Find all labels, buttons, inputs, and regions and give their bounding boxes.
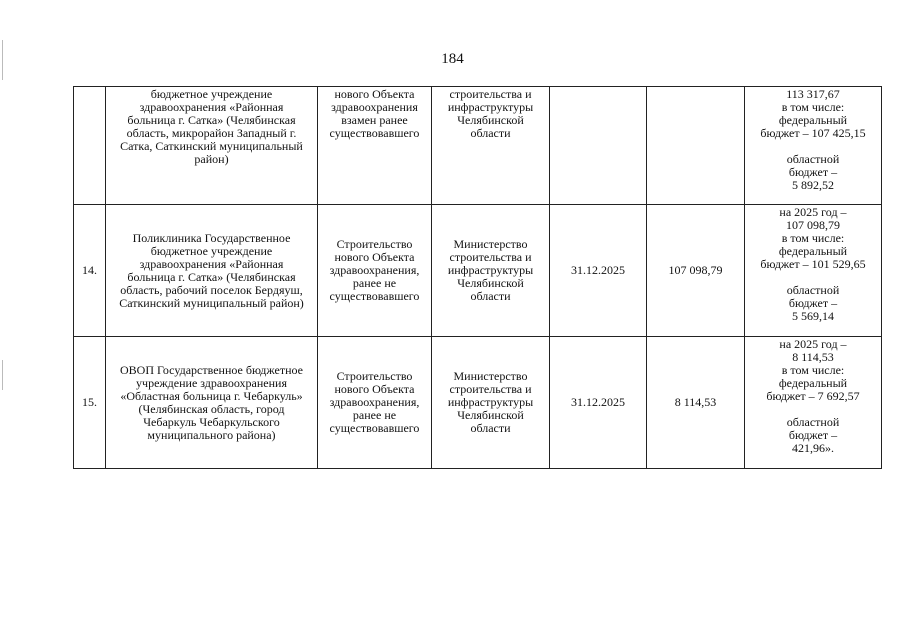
financing-line: федеральный <box>778 113 848 127</box>
object-line: больница г. Сатка» (Челябинская <box>127 269 296 284</box>
row-number: 14. <box>74 205 106 337</box>
amount-cell: 107 098,79 <box>647 205 745 337</box>
work-type-cell <box>318 87 432 205</box>
table-row <box>74 87 882 205</box>
object-line: учреждение здравоохранения <box>136 375 287 390</box>
customer-line: строительства и <box>449 382 532 396</box>
object-line: муниципального района) <box>147 427 276 442</box>
work-line: Строительство <box>336 237 413 251</box>
object-line: больница г. Сатка» (Челябинская <box>127 113 296 127</box>
financing-line: 5 569,14 <box>792 309 834 323</box>
object-line: здравоохранения «Районная <box>139 100 284 114</box>
customer-line: инфраструктуры <box>447 100 534 114</box>
deadline-cell <box>550 87 647 205</box>
customer-line: Челябинской <box>457 408 524 422</box>
object-line: «Областная больница г. Чебаркуль» <box>120 388 303 403</box>
customer-line: Челябинской <box>457 113 524 127</box>
financing-line: бюджет – <box>788 428 838 442</box>
financing-line: областной <box>786 152 840 166</box>
work-line: здравоохранения <box>331 100 418 114</box>
table-row <box>74 337 882 469</box>
object-line: Сатка, Саткинский муниципальный <box>120 139 303 153</box>
customer-line: области <box>470 421 511 435</box>
work-type-cell <box>318 337 432 469</box>
financing-line: в том числе: <box>781 363 845 377</box>
object-line: (Челябинская область, город <box>138 401 285 416</box>
work-line: здравоохранения, <box>329 395 420 409</box>
work-line: взамен ранее <box>341 113 408 127</box>
financing-cell <box>745 87 882 205</box>
financing-line: 107 098,79 <box>786 218 840 232</box>
object-line: бюджетное учреждение <box>150 243 273 258</box>
customer-line: инфраструктуры <box>447 263 534 277</box>
object-name-cell <box>106 205 318 337</box>
customer-line: области <box>470 289 511 303</box>
row-number <box>74 87 106 205</box>
object-line: район) <box>194 152 229 166</box>
financing-line: федеральный <box>778 244 848 258</box>
object-line: ОВОП Государственное бюджетное <box>120 362 303 377</box>
financing-line: в том числе: <box>781 100 845 114</box>
work-line: нового Объекта <box>334 87 415 101</box>
work-line: нового Объекта <box>334 382 415 396</box>
object-line: Поликлиника Государственное <box>132 230 291 245</box>
deadline-cell: 31.12.2025 <box>550 205 647 337</box>
work-line: ранее не <box>352 408 397 422</box>
amount-cell: 8 114,53 <box>647 337 745 469</box>
financing-line: областной <box>786 283 840 297</box>
object-line: область, рабочий поселок Бердяуш, <box>120 282 303 297</box>
financing-line: бюджет – 107 425,15 <box>760 126 866 140</box>
work-line: Строительство <box>336 369 413 383</box>
financing-cell <box>745 337 882 469</box>
financing-line: федеральный <box>778 376 848 390</box>
work-line: нового Объекта <box>334 250 415 264</box>
object-line: здравоохранения «Районная <box>139 256 284 271</box>
row-number: 15. <box>74 337 106 469</box>
financing-line: 113 317,67 <box>786 87 840 101</box>
financing-line: бюджет – 101 529,65 <box>760 257 866 271</box>
funding-table <box>73 86 882 469</box>
object-line: Саткинский муниципальный район) <box>119 295 304 310</box>
customer-line: инфраструктуры <box>447 395 534 409</box>
work-line: существовавшего <box>329 126 420 140</box>
work-line: ранее не <box>352 276 397 290</box>
financing-line: бюджет – 7 692,57 <box>766 389 860 403</box>
page-number: 184 <box>441 51 464 67</box>
financing-line: 421,96». <box>792 441 834 455</box>
customer-line: области <box>470 126 511 140</box>
scan-edge-mark <box>2 360 3 390</box>
work-type-cell <box>318 205 432 337</box>
customer-cell <box>432 205 550 337</box>
customer-cell <box>432 87 550 205</box>
customer-line: строительства и <box>449 250 532 264</box>
customer-line: строительства и <box>449 87 532 101</box>
work-line: существовавшего <box>329 289 420 303</box>
object-name-cell <box>106 337 318 469</box>
financing-line: 5 892,52 <box>792 178 834 192</box>
customer-line: Министерство <box>453 237 528 251</box>
work-line: здравоохранения, <box>329 263 420 277</box>
deadline-cell: 31.12.2025 <box>550 337 647 469</box>
customer-cell <box>432 337 550 469</box>
customer-line: Челябинской <box>457 276 524 290</box>
object-line: Чебаркуль Чебаркульского <box>143 414 280 429</box>
financing-line: 8 114,53 <box>792 350 834 364</box>
object-line: бюджетное учреждение <box>150 87 273 101</box>
financing-line: на 2025 год – <box>779 337 847 351</box>
financing-line: на 2025 год – <box>779 205 847 219</box>
amount-cell <box>647 87 745 205</box>
financing-cell <box>745 205 882 337</box>
financing-line: бюджет – <box>788 296 838 310</box>
object-name-cell <box>106 87 318 205</box>
financing-line: областной <box>786 415 840 429</box>
financing-line: бюджет – <box>788 165 838 179</box>
object-line: область, микрорайон Западный г. <box>126 126 297 140</box>
work-line: существовавшего <box>329 421 420 435</box>
table-row <box>74 205 882 337</box>
financing-line: в том числе: <box>781 231 845 245</box>
customer-line: Министерство <box>453 369 528 383</box>
